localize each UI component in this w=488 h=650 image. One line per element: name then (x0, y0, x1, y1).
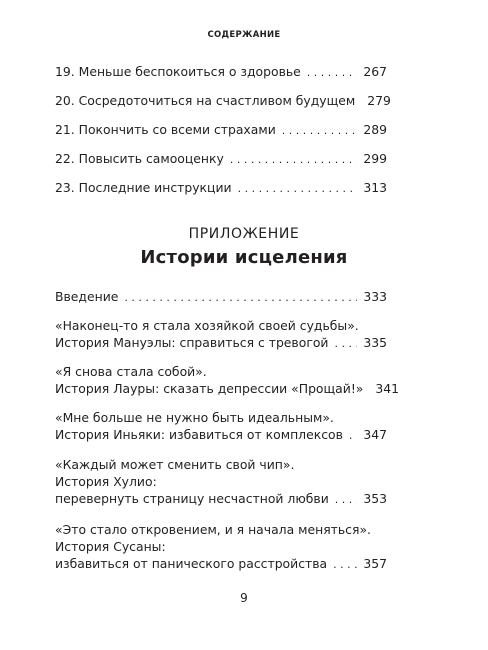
toc-entry-page: 299 (363, 151, 387, 166)
story-subtitle: избавиться от панического расстройства (55, 556, 328, 571)
toc-entry-page: 341 (375, 381, 400, 396)
dot-leader (230, 151, 358, 168)
story-quote: «Наконец-то я стала хозяйкой своей судьбы». (55, 318, 359, 333)
dot-leader (124, 289, 357, 306)
toc-entry-title: 22. Повысить самооценку (55, 151, 224, 166)
toc-entry-page: 267 (363, 64, 387, 79)
toc-entry-title: 21. Покончить со всеми страхами (55, 122, 276, 137)
toc-entry-page: 353 (363, 491, 387, 506)
toc-entry-page: 333 (363, 289, 387, 304)
toc-entry-page: 279 (367, 93, 391, 108)
toc-entry-page: 313 (363, 180, 387, 195)
toc-entry[interactable] (55, 92, 391, 110)
toc-story-entry[interactable] (55, 409, 387, 444)
dot-leader (335, 491, 358, 508)
dot-leader (307, 64, 358, 81)
story-subtitle-head: История Сусаны: (55, 539, 166, 554)
appendix-title: Истории исцеления (140, 247, 348, 268)
toc-entry-page: 335 (363, 335, 387, 350)
story-subtitle: История Лауры: сказать депрессии «Прощай!» (55, 381, 364, 396)
story-subtitle: История Мануэлы: справиться с тревогой (55, 335, 329, 350)
toc-entry-title: 19. Меньше беспокоиться о здоровье (55, 64, 301, 79)
page-number: 9 (240, 591, 248, 605)
story-subtitle: перевернуть страницу несчастной любви (55, 491, 329, 506)
toc-entry[interactable] (55, 121, 387, 139)
toc-entry-title: 23. Последние инструкции (55, 180, 232, 195)
dot-leader (333, 556, 357, 573)
toc-entry-page: 357 (363, 556, 387, 571)
toc-entry-intro[interactable] (55, 288, 387, 306)
running-head: СОДЕРЖАНИЕ (207, 30, 281, 40)
toc-story-entry[interactable] (55, 456, 387, 508)
dot-leader (349, 427, 357, 444)
dot-leader (334, 335, 357, 352)
toc-story-entry[interactable] (55, 363, 400, 398)
story-quote: «Это стало откровением, и я начала меняться». (55, 522, 371, 537)
toc-entry[interactable] (55, 63, 387, 81)
toc-entry-page: 347 (363, 427, 387, 442)
story-quote: «Я снова стала собой». (55, 364, 207, 379)
appendix-kicker: ПРИЛОЖЕНИЕ (188, 226, 300, 242)
toc-entry[interactable] (55, 179, 387, 197)
dot-leader (238, 180, 358, 197)
toc-story-entry[interactable] (55, 317, 387, 352)
toc-entry-title: Введение (55, 289, 119, 304)
story-quote: «Каждый может сменить свой чип». (55, 457, 295, 472)
dot-leader (282, 122, 358, 139)
story-subtitle-head: История Хулио: (55, 474, 157, 489)
toc-story-entry[interactable] (55, 521, 387, 573)
toc-entry-title: 20. Сосредоточиться на счастливом будущем (55, 93, 356, 108)
toc-entry-page: 289 (363, 122, 387, 137)
story-quote: «Мне больше не нужно быть идеальным». (55, 410, 334, 425)
toc-entry[interactable] (55, 150, 387, 168)
story-subtitle: История Иньяки: избавиться от комплексов (55, 427, 343, 442)
